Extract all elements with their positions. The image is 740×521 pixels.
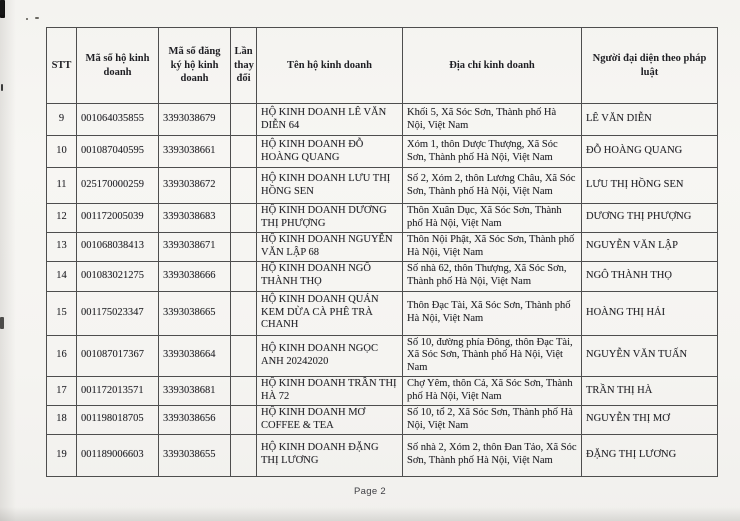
table-row — [47, 232, 718, 261]
cell-ten-ho-kinh-doanh: HỘ KINH DOANH MƠ COFFEE & TEA — [257, 405, 403, 434]
cell-nguoi-dai-dien: ĐẶNG THỊ LƯƠNG — [582, 434, 718, 476]
column-header-stt: STT — [47, 28, 77, 104]
scan-speck — [26, 18, 28, 20]
scan-artifact — [1, 84, 3, 91]
cell-nguoi-dai-dien: LƯU THỊ HỒNG SEN — [582, 168, 718, 204]
cell-ten-ho-kinh-doanh: HỘ KINH DOANH ĐỖ HOÀNG QUANG — [257, 136, 403, 168]
column-header-lan-thay-doi: Lần thay đổi — [231, 28, 257, 104]
cell-nguoi-dai-dien: LÊ VĂN DIỄN — [582, 104, 718, 136]
cell-ma-so-ho-kinh-doanh: 001083021275 — [77, 261, 159, 291]
column-header-nguoi-dai-dien: Người đại diện theo pháp luật — [582, 28, 718, 104]
cell-ma-so-dang-ky: 3393038655 — [159, 434, 231, 476]
cell-ma-so-ho-kinh-doanh: 001087017367 — [77, 335, 159, 376]
table-row — [47, 168, 718, 204]
cell-nguoi-dai-dien: NGUYỄN VĂN TUẤN — [582, 335, 718, 376]
cell-lan-thay-doi — [231, 405, 257, 434]
page-number: Page 2 — [354, 486, 386, 497]
table-row — [47, 261, 718, 291]
cell-lan-thay-doi — [231, 168, 257, 204]
cell-lan-thay-doi — [231, 335, 257, 376]
cell-stt: 11 — [47, 168, 77, 204]
column-header-dia-chi-kinh-doanh: Địa chỉ kinh doanh — [403, 28, 582, 104]
cell-stt: 18 — [47, 405, 77, 434]
cell-stt: 15 — [47, 291, 77, 335]
cell-nguoi-dai-dien: HOÀNG THỊ HẢI — [582, 291, 718, 335]
cell-dia-chi-kinh-doanh: Xóm 1, thôn Dược Thượng, Xã Sóc Sơn, Thành phố Hà Nội, Việt Nam — [403, 136, 582, 168]
cell-ma-so-ho-kinh-doanh: 001172013571 — [77, 376, 159, 405]
table-row — [47, 434, 718, 476]
cell-ma-so-dang-ky: 3393038665 — [159, 291, 231, 335]
cell-ma-so-ho-kinh-doanh: 001172005039 — [77, 204, 159, 233]
scan-artifact — [0, 0, 4, 15]
cell-ma-so-dang-ky: 3393038672 — [159, 168, 231, 204]
cell-nguoi-dai-dien: NGÔ THÀNH THỌ — [582, 261, 718, 291]
cell-ma-so-ho-kinh-doanh: 001175023347 — [77, 291, 159, 335]
cell-dia-chi-kinh-doanh: Số nhà 62, thôn Thượng, Xã Sóc Sơn, Thành phố Hà Nội, Việt Nam — [403, 261, 582, 291]
cell-stt: 13 — [47, 232, 77, 261]
cell-dia-chi-kinh-doanh: Khối 5, Xã Sóc Sơn, Thành phố Hà Nội, Việt Nam — [403, 104, 582, 136]
cell-lan-thay-doi — [231, 261, 257, 291]
cell-stt: 10 — [47, 136, 77, 168]
cell-dia-chi-kinh-doanh: Số 10, tổ 2, Xã Sóc Sơn, Thành phố Hà Nội, Việt Nam — [403, 405, 582, 434]
cell-ten-ho-kinh-doanh: HỘ KINH DOANH QUÁN KEM DỪA CÀ PHÊ TRÀ CHANH — [257, 291, 403, 335]
cell-ten-ho-kinh-doanh: HỘ KINH DOANH ĐẶNG THỊ LƯƠNG — [257, 434, 403, 476]
table-header-row — [47, 28, 718, 104]
cell-dia-chi-kinh-doanh: Số 10, đường phía Đông, thôn Đạc Tài, Xã Sóc Sơn, Thành phố Hà Nội, Việt Nam — [403, 335, 582, 376]
cell-ten-ho-kinh-doanh: HỘ KINH DOANH NGÔ THÀNH THỌ — [257, 261, 403, 291]
cell-lan-thay-doi — [231, 291, 257, 335]
cell-ma-so-ho-kinh-doanh: 001068038413 — [77, 232, 159, 261]
cell-ma-so-dang-ky: 3393038656 — [159, 405, 231, 434]
column-header-ma-so-dang-ky: Mã số đăng ký hộ kinh doanh — [159, 28, 231, 104]
cell-ma-so-dang-ky: 3393038661 — [159, 136, 231, 168]
cell-lan-thay-doi — [231, 104, 257, 136]
scan-speck — [35, 17, 39, 19]
cell-nguoi-dai-dien: ĐỖ HOÀNG QUANG — [582, 136, 718, 168]
cell-stt: 14 — [47, 261, 77, 291]
cell-ten-ho-kinh-doanh: HỘ KINH DOANH TRẦN THỊ HÀ 72 — [257, 376, 403, 405]
table-row — [47, 136, 718, 168]
cell-ma-so-ho-kinh-doanh: 001189006603 — [77, 434, 159, 476]
cell-dia-chi-kinh-doanh: Chợ Yêm, thôn Cả, Xã Sóc Sơn, Thành phố Hà Nội, Việt Nam — [403, 376, 582, 405]
cell-ma-so-dang-ky: 3393038666 — [159, 261, 231, 291]
cell-ma-so-dang-ky: 3393038679 — [159, 104, 231, 136]
cell-ten-ho-kinh-doanh: HỘ KINH DOANH LƯU THỊ HỒNG SEN — [257, 168, 403, 204]
table-row — [47, 291, 718, 335]
cell-ma-so-ho-kinh-doanh: 001064035855 — [77, 104, 159, 136]
scan-artifact — [0, 317, 4, 329]
table-row — [47, 376, 718, 405]
cell-ma-so-ho-kinh-doanh: 025170000259 — [77, 168, 159, 204]
business-household-table — [46, 27, 718, 477]
cell-dia-chi-kinh-doanh: Thôn Xuân Dục, Xã Sóc Sơn, Thành phố Hà Nội, Việt Nam — [403, 204, 582, 233]
table-row — [47, 335, 718, 376]
cell-stt: 17 — [47, 376, 77, 405]
cell-nguoi-dai-dien: NGUYỄN THỊ MƠ — [582, 405, 718, 434]
cell-lan-thay-doi — [231, 376, 257, 405]
cell-nguoi-dai-dien: NGUYỄN VĂN LẬP — [582, 232, 718, 261]
cell-ma-so-dang-ky: 3393038664 — [159, 335, 231, 376]
table-row — [47, 104, 718, 136]
cell-ma-so-dang-ky: 3393038683 — [159, 204, 231, 233]
cell-ma-so-dang-ky: 3393038671 — [159, 232, 231, 261]
cell-nguoi-dai-dien: TRẦN THỊ HÀ — [582, 376, 718, 405]
cell-lan-thay-doi — [231, 434, 257, 476]
cell-stt: 12 — [47, 204, 77, 233]
cell-stt: 19 — [47, 434, 77, 476]
cell-dia-chi-kinh-doanh: Thôn Nội Phật, Xã Sóc Sơn, Thành phố Hà Nội, Việt Nam — [403, 232, 582, 261]
cell-ten-ho-kinh-doanh: HỘ KINH DOANH LÊ VĂN DIỄN 64 — [257, 104, 403, 136]
table-row — [47, 204, 718, 233]
cell-ma-so-ho-kinh-doanh: 001198018705 — [77, 405, 159, 434]
column-header-ma-so-ho-kinh-doanh: Mã số hộ kinh doanh — [77, 28, 159, 104]
cell-stt: 16 — [47, 335, 77, 376]
cell-dia-chi-kinh-doanh: Số nhà 2, Xóm 2, thôn Đan Tảo, Xã Sóc Sơn, Thành phố Hà Nội, Việt Nam — [403, 434, 582, 476]
cell-dia-chi-kinh-doanh: Số 2, Xóm 2, thôn Lương Châu, Xã Sóc Sơn, Thành phố Hà Nội, Việt Nam — [403, 168, 582, 204]
cell-nguoi-dai-dien: DƯƠNG THỊ PHƯỢNG — [582, 204, 718, 233]
cell-ten-ho-kinh-doanh: HỘ KINH DOANH NGỌC ANH 20242020 — [257, 335, 403, 376]
cell-ten-ho-kinh-doanh: HỘ KINH DOANH DƯƠNG THỊ PHƯỢNG — [257, 204, 403, 233]
cell-ma-so-dang-ky: 3393038681 — [159, 376, 231, 405]
cell-ma-so-ho-kinh-doanh: 001087040595 — [77, 136, 159, 168]
cell-dia-chi-kinh-doanh: Thôn Đạc Tài, Xã Sóc Sơn, Thành phố Hà Nội, Việt Nam — [403, 291, 582, 335]
cell-lan-thay-doi — [231, 136, 257, 168]
column-header-ten-ho-kinh-doanh: Tên hộ kinh doanh — [257, 28, 403, 104]
cell-lan-thay-doi — [231, 232, 257, 261]
table-row — [47, 405, 718, 434]
table-body — [47, 104, 718, 477]
cell-ten-ho-kinh-doanh: HỘ KINH DOANH NGUYỄN VĂN LẬP 68 — [257, 232, 403, 261]
cell-lan-thay-doi — [231, 204, 257, 233]
cell-stt: 9 — [47, 104, 77, 136]
